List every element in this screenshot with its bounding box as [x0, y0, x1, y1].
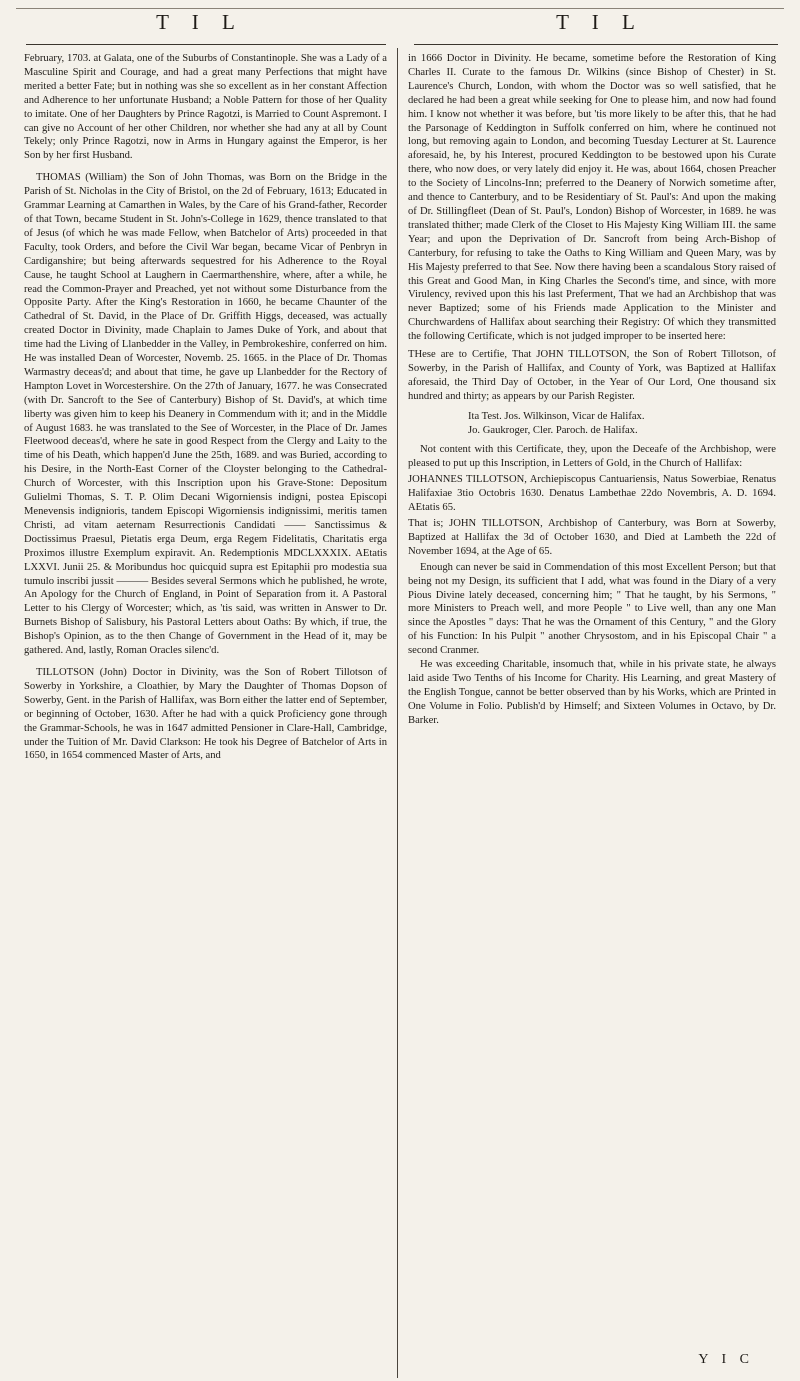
paragraph-thomas: THOMAS (William) the Son of John Thomas, was Born on the Bridge in the Parish of St. Nicholas in the City of Bristol, on the 2d of February, 1613; Educated in Grammar Learning at Camarthen in Wales, by the Care of his Grand-father, Recorder of that Town, became Student in St. John's-College in 1629, thence translated to that of Jesus (of which he was made Fellow, when Batchelor of Arts) proceeded in that Faculty, took Orders, and before the Civil War began, became Vicar of Penbryn in Cardiganshire; but being afterwards sequestred for his Adherence to the Royal Cause, he taught School at Laughern in Caermarthenshire, where, after a while, he read the Common-Prayer and Preached, yet not without some Disturbance from the Opposite Party. After the King's Restoration in 1660, he became Chaunter of the Cathedral of St. David, in the Place of Dr. Griffith Higgs, deceased, was actually created Doctor in Divinity, made Chaplain to James Duke of York, and about that time had the Living of Llanbedder in the Valley, in Pembrokeshire, conferred on him. He was installed Dean of Worcester, Novemb. 25. 1665. in the Place of Dr. Thomas Warmastry deceas'd; and about that time, he gave up Llanbedder for the Rectory of Hampton Lovet in Worcestershire. On the 27th of January, 1677. he was Consecrated (with Dr. Sancroft to the See of Canterbury) Bishop of St. David's, at which time liberty was given him to keep his Deanery in Commendum with it; and in the Middle of August 1683. he was translated to the See of Worcester, in the Place of Dr. James Fleetwood deceas'd, where he sate in good Respect from the Clergy and Laity to the time of his Death, which happen'd June the 25th, 1689. and was Buried, according to his Desire, in the North-East Corner of the Cloyster belonging to the Cathedral-Church of Worcester, with this Inscription upon his Grave-Stone: Depositum Gulielmi Thomas, S. T. P. Olim Decani Wigorniensis indigni, postea Episcopi Menevensis indignioris, tandem Episcopi Wigorniensis indignissimi, meritis tamen Christi, ad vitam aeternam Resurrectionis Candidati —— Sanctissimus & Doctissimus Praesul, Pietatis erga Deum, erga Regem Fidelitatis, Charitatis erga Proximos illustre Exemplum expiravit. An. Redemptionis MDCLXXXIX. AEtatis LXXVI. Junii 25. & Moribundus hoc quicquid supra est Epitaphii pro modestia sua tumulo inscribi jussit ——— Besides several Sermons which he published, he wrote, An Apology for the Church of England, in Point of Separation from it. A Pastoral Letter to his Clergy of Worcester; which, as 'tis said, was written in Answer to Dr. Burnets Bishop of Salisbury, his Pastoral Letters about Oaths: By which, if true, the Bishop's Opinion, as to the then Change of Government in the Head of it, may be gathered. And, lastly, Roman Oracles silenc'd.: [24, 172, 387, 657]
right-column: [408, 52, 776, 728]
certificate-signature-clerk: Jo. Gaukroger, Cler. Paroch. de Halifax.: [468, 424, 638, 436]
header-right: T I L: [556, 10, 644, 34]
page-top-rule: [16, 8, 784, 9]
header-rule-left: [26, 44, 386, 45]
paragraph-commendation: Enough can never be said in Commendation of this most Excellent Person; but that being not my Design, its sufficient that I add, what was found in the Diary of a very Pious Divine lately deceased, concerning him; " That he taught, by his Sermons, " more Ministers to Preach well, and more People " to Live well, than any one Man since the Apostles " days: That he was the Ornament of this Century, " and the Glory of his Function: In his Pulpit " another Chrysostom, and in his Episcopal Chair " a second Cranmer.: [408, 561, 776, 657]
inscription-translation: That is; JOHN TILLOTSON, Archbishop of Canterbury, was Born at Sowerby, Baptized at Hallifax the 3d of October 1630, and Died at Lambeth the 22d of November 1694, at the Age of 65.: [408, 518, 776, 557]
header-rule-right: [414, 44, 778, 45]
latin-inscription: JOHANNES TILLOTSON, Archiepiscopus Cantuariensis, Natus Sowerbiae, Renatus Halifaxiae 3tio Octobris 1630. Denatus Lambethae 22do Novembris, A. D. 1694. AEtatis 65.: [408, 474, 776, 514]
header-left: T I L: [156, 10, 244, 34]
paragraph-inscription-intro: Not content with this Certificate, they, upon the Deceafe of the Archbishop, were pleased to put up this Inscription, in Letters of Gold, in the Church of Hallifax:: [408, 444, 776, 470]
paragraph-galata: February, 1703. at Galata, one of the Suburbs of Constantinople. She was a Lady of a Masculine Spirit and Courage, and had a great many Perfections that might have merited a better Fate; but in nothing was she so excellent as in her constant Affection and Adherence to her unfortunate Husband; a Noble Pattern for those of her Quality to imitate. One of her Daughters by Prince Ragotzi, is Married to Count Aspremont. I can give no Account of her other Children, nor whether she had any at all by Count Tekely; only Prince Ragotzi, now in Arms in Hungary against the Emperor, is her Son by her first Husband.: [24, 53, 387, 162]
column-divider: [397, 48, 398, 1378]
left-column: [24, 52, 387, 763]
paragraph-tillotson: TILLOTSON (John) Doctor in Divinity, was the Son of Robert Tillotson of Sowerby in Yorkshire, a Cloathier, by Mary the Daughter of Thomas Dopson of Sowerby, Gent. in the Parish of Hallifax, was Born either the latter end of September, or beginning of October, 1630. After he had with a quick Proficiency gone through the Grammar-Schools, he was in 1647 admitted Pensioner in Clare-Hall, Cambridge, under the Tuition of Mr. David Clarkson: He took his Degree of Batchelor of Arts in 1650, in 1654 commenced Master of Arts, and: [24, 666, 387, 762]
certificate-signature-vicar: Ita Test. Jos. Wilkinson, Vicar de Halifax.: [468, 410, 645, 422]
catchword: Y I C: [698, 1352, 754, 1367]
certificate-text: THese are to Certifie, That JOHN TILLOTSON, the Son of Robert Tillotson, of Sowerby, in the Parish of Hallifax, and County of York, was Baptized at Hallifax aforesaid, the Third Day of October, in the Year of Our Lord, One thousand six hundred and thirty; as appears by our Parish Register.: [408, 349, 776, 402]
paragraph-charity: He was exceeding Charitable, insomuch that, while in his private state, he always laid aside Two Tenths of his Income for Charity. His Learning, and great Mastery of the English Tongue, cannot be better observed than by his Works, which are Printed in One Volume in Folio. Publish'd by Himself; and Sixteen Volumes in Octavo, by Dr. Barker.: [408, 659, 776, 726]
paragraph-tillotson-continued: in 1666 Doctor in Divinity. He became, sometime before the Restoration of King Charles II. Curate to the famous Dr. Wilkins (since Bishop of Chester) in St. Laurence's Church, London, with whom the Doctor was so well satisfied, that he declared he had been a great while seeking for One to please him, and now had found him. I know not whether it was before, but 'tis more likely to be after this, that he had the Parsonage of Keddington in Suffolk conferred on him, where he continued not long, but removing again to London, and becoming Tuesday Lecturer at St. Laurence aforesaid, he, by his Interest, procured Keddington to be bestowed upon his Curate there, who now does, or very lately did enjoy it. He was, about 1664, chosen Preacher to the Society of Lincolns-Inn; preferred to the Deanery of Norwich sometime after, and thence to Canterbury, and to be Residentiary of St. Paul's: And upon the making of Dr. Stillingfleet (Dean of St. Paul's, London) Bishop of Worcester, in 1689. he was translated thither; made Clerk of the Closet to His Majesty King William III. the same Year; and upon the Deprivation of Dr. Sancroft from being Arch-Bishop of Canterbury, for refusing to take the Oaths to King William and Queen Mary, was by His Majesty preferred to that See. Now there having been a scandalous Story raised of this Great and Good Man, in King Charles the Second's time, and since, with more Virulency, revived upon this his last Preferment, That we had an Archbishop that was never Baptized; some of his Friends made Application to the Minister and Churchwardens of Hallifax about searching their Registry: Of which they transmitted the following Certificate, which is not judged improper to be inserted here:: [408, 53, 776, 343]
